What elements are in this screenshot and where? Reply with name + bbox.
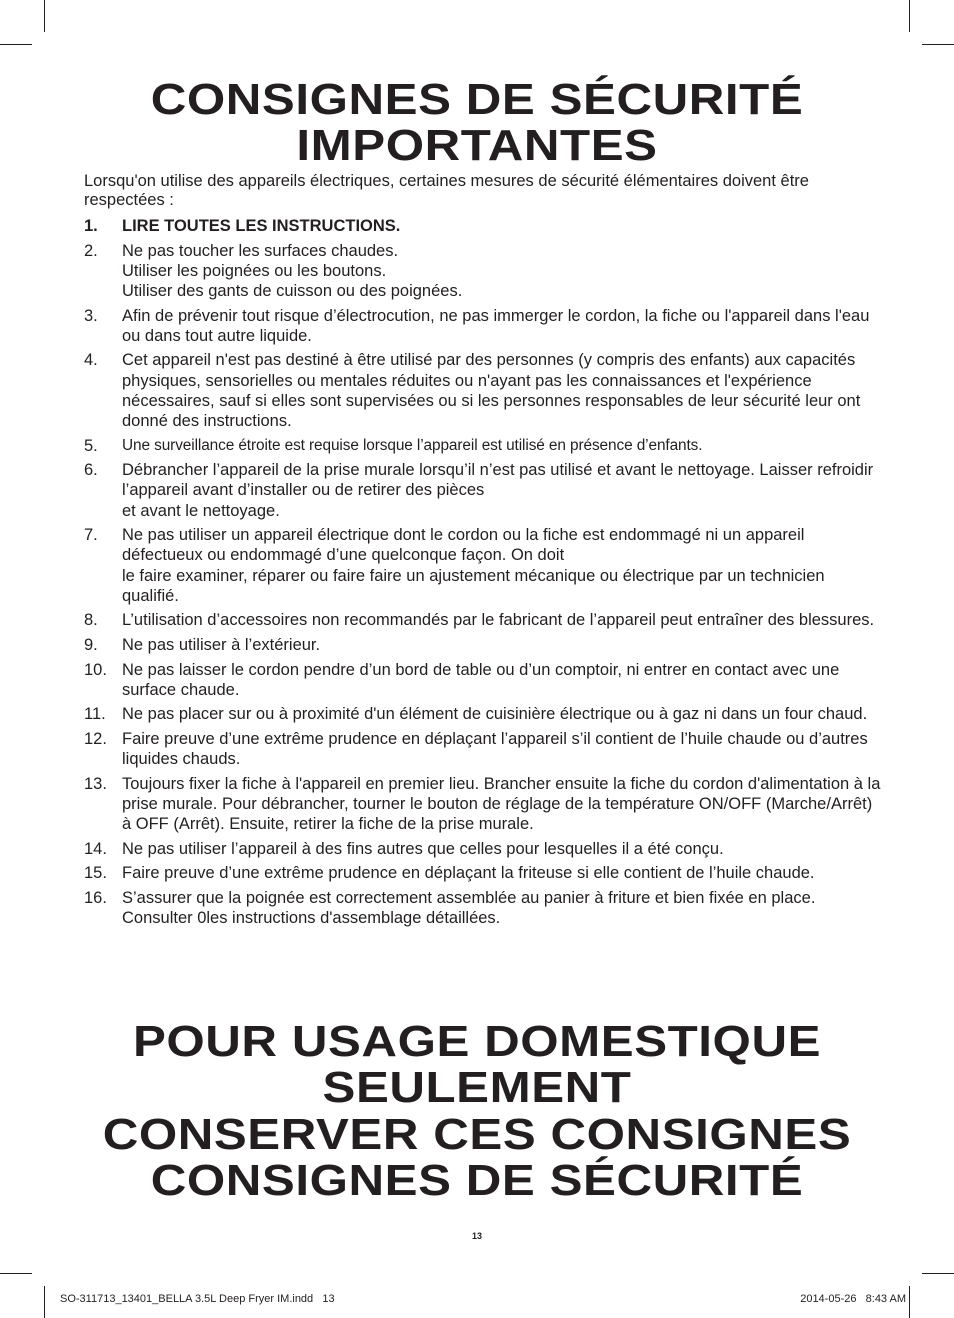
safety-item-number: 12. bbox=[84, 729, 107, 748]
safety-item bbox=[84, 216, 884, 236]
safety-item bbox=[84, 888, 884, 928]
safety-item bbox=[84, 704, 884, 724]
file-slug: SO-311713_13401_BELLA 3.5L Deep Fryer IM.indd 13 bbox=[60, 1293, 335, 1305]
safety-item-number: 10. bbox=[84, 660, 107, 679]
safety-item-number: 14. bbox=[84, 839, 107, 858]
safety-item-text: Cet appareil n'est pas destiné à être utilisé par des personnes (y compris des enfants) aux capacités physiques, sensorielles ou mentales réduites ou n'ayant pas les connaissances et l'expérience nécessaires, sauf si elles sont supervisées ou si les personnes responsables de leur sécurité leur ont donné des instructions. bbox=[122, 351, 861, 430]
safety-item-number: 3. bbox=[84, 306, 98, 325]
safety-item bbox=[84, 436, 884, 456]
crop-mark bbox=[44, 1286, 45, 1318]
safety-item-number: 11. bbox=[84, 705, 106, 724]
safety-item-text: Ne pas toucher les surfaces chaudes. Utiliser les poignées ou les boutons. Utiliser des gants de cuisson ou des poignées. bbox=[122, 241, 463, 300]
safety-item-number: 1. bbox=[84, 217, 98, 235]
safety-item bbox=[84, 660, 884, 700]
safety-item bbox=[84, 863, 884, 883]
safety-item-number: 8. bbox=[84, 611, 98, 630]
intro-paragraph: Lorsqu'on utilise des appareils électriques, certaines mesures de sécurité élémentaires doivent être respectées : bbox=[84, 172, 809, 209]
crop-mark bbox=[909, 0, 910, 32]
safety-item bbox=[84, 241, 884, 302]
save-instructions-heading: CONSERVER CES CONSIGNES CONSIGNES DE SÉCURITÉ bbox=[102, 1110, 852, 1205]
safety-item-number: 9. bbox=[84, 635, 98, 654]
safety-item-number: 2. bbox=[84, 241, 98, 260]
safety-item bbox=[84, 350, 884, 431]
safety-item bbox=[84, 635, 884, 655]
safety-item-number: 15. bbox=[84, 864, 107, 883]
safety-item-text: Ne pas utiliser à l’extérieur. bbox=[122, 635, 321, 654]
safety-item bbox=[84, 729, 884, 769]
safety-item-text: Afin de prévenir tout risque d’électrocution, ne pas immerger le cordon, la fiche ou l'appareil dans l'eau ou dans tout autre liquide. bbox=[122, 306, 870, 345]
safety-item-text: Faire preuve d’une extrême prudence en déplaçant l’appareil s’il contient de l’huile chaude ou d’autres liquides chauds. bbox=[122, 729, 868, 769]
safety-item-number: 13. bbox=[84, 774, 107, 793]
safety-item bbox=[84, 610, 884, 630]
safety-item-text: Ne pas utiliser l’appareil à des fins autres que celles pour lesquelles il a été conçu. bbox=[122, 839, 724, 858]
safety-item-number: 4. bbox=[84, 351, 98, 370]
safety-item-text: L’utilisation d’accessoires non recommandés par le fabricant de l’appareil peut entraîner des blessures. bbox=[122, 611, 875, 630]
safety-item-text: LIRE TOUTES LES INSTRUCTIONS. bbox=[122, 217, 401, 235]
page-number: 13 bbox=[471, 1231, 482, 1241]
safety-item-text: Ne pas laisser le cordon pendre d’un bord de table ou d’un comptoir, ni entrer en contact avec une surface chaude. bbox=[122, 660, 840, 699]
safety-item-text: Toujours fixer la fiche à l'appareil en premier lieu. Brancher ensuite la fiche du cordon d'alimentation à la prise murale. Pour débrancher, tourner le bouton de réglage de la température ON/OFF (Marche/Arrêt) à OFF (Arrêt). Ensuite, retirer la fiche de la prise murale. bbox=[122, 774, 881, 834]
safety-item bbox=[84, 460, 884, 521]
safety-item-text: Une surveillance étroite est requise lorsque l’appareil est utilisé en présence d’enfants. bbox=[122, 436, 703, 454]
crop-mark bbox=[909, 1286, 910, 1318]
safety-item-number: 6. bbox=[84, 461, 98, 480]
safety-item-text: Ne pas utiliser un appareil électrique dont le cordon ou la fiche est endommagé ni un appareil défectueux ou endommagé d’une quelconque façon. On doit le faire examiner, réparer ou faire faire un ajustement mécanique ou électrique par un technicien qualifié. bbox=[122, 526, 825, 605]
safety-instructions-list bbox=[84, 216, 884, 933]
safety-item bbox=[84, 306, 884, 346]
crop-mark bbox=[922, 1273, 954, 1274]
safety-item bbox=[84, 774, 884, 835]
crop-mark bbox=[0, 44, 32, 45]
safety-item-number: 7. bbox=[84, 526, 98, 545]
safety-item-text: Ne pas placer sur ou à proximité d'un élément de cuisinière électrique ou à gaz ni dans un four chaud. bbox=[122, 705, 868, 724]
safety-item bbox=[84, 525, 884, 606]
safety-item-number: 5. bbox=[84, 436, 98, 455]
safety-item-text: Débrancher l’appareil de la prise murale lorsqu’il n’est pas utilisé et avant le nettoyage. Laisser refroidir l’appareil avant d’installer ou de retirer des pièces et avant le nettoyage. bbox=[122, 461, 874, 520]
crop-mark bbox=[0, 1273, 32, 1274]
household-use-heading: POUR USAGE DOMESTIQUE SEULEMENT bbox=[132, 1017, 822, 1112]
crop-mark bbox=[922, 44, 954, 45]
safety-item-text: Faire preuve d’une extrême prudence en déplaçant la friteuse si elle contient de l’huile chaude. bbox=[122, 864, 815, 883]
safety-item bbox=[84, 839, 884, 859]
safety-item-text: S’assurer que la poignée est correctement assemblée au panier à friture et bien fixée en place. Consulter 0les instructions d'assemblage détaillées. bbox=[122, 888, 816, 928]
crop-mark bbox=[44, 0, 45, 32]
print-timestamp: 2014-05-26 8:43 AM bbox=[800, 1293, 906, 1305]
safety-item-number: 16. bbox=[84, 888, 107, 907]
page-title: CONSIGNES DE SÉCURITÉ IMPORTANTES bbox=[150, 75, 804, 170]
